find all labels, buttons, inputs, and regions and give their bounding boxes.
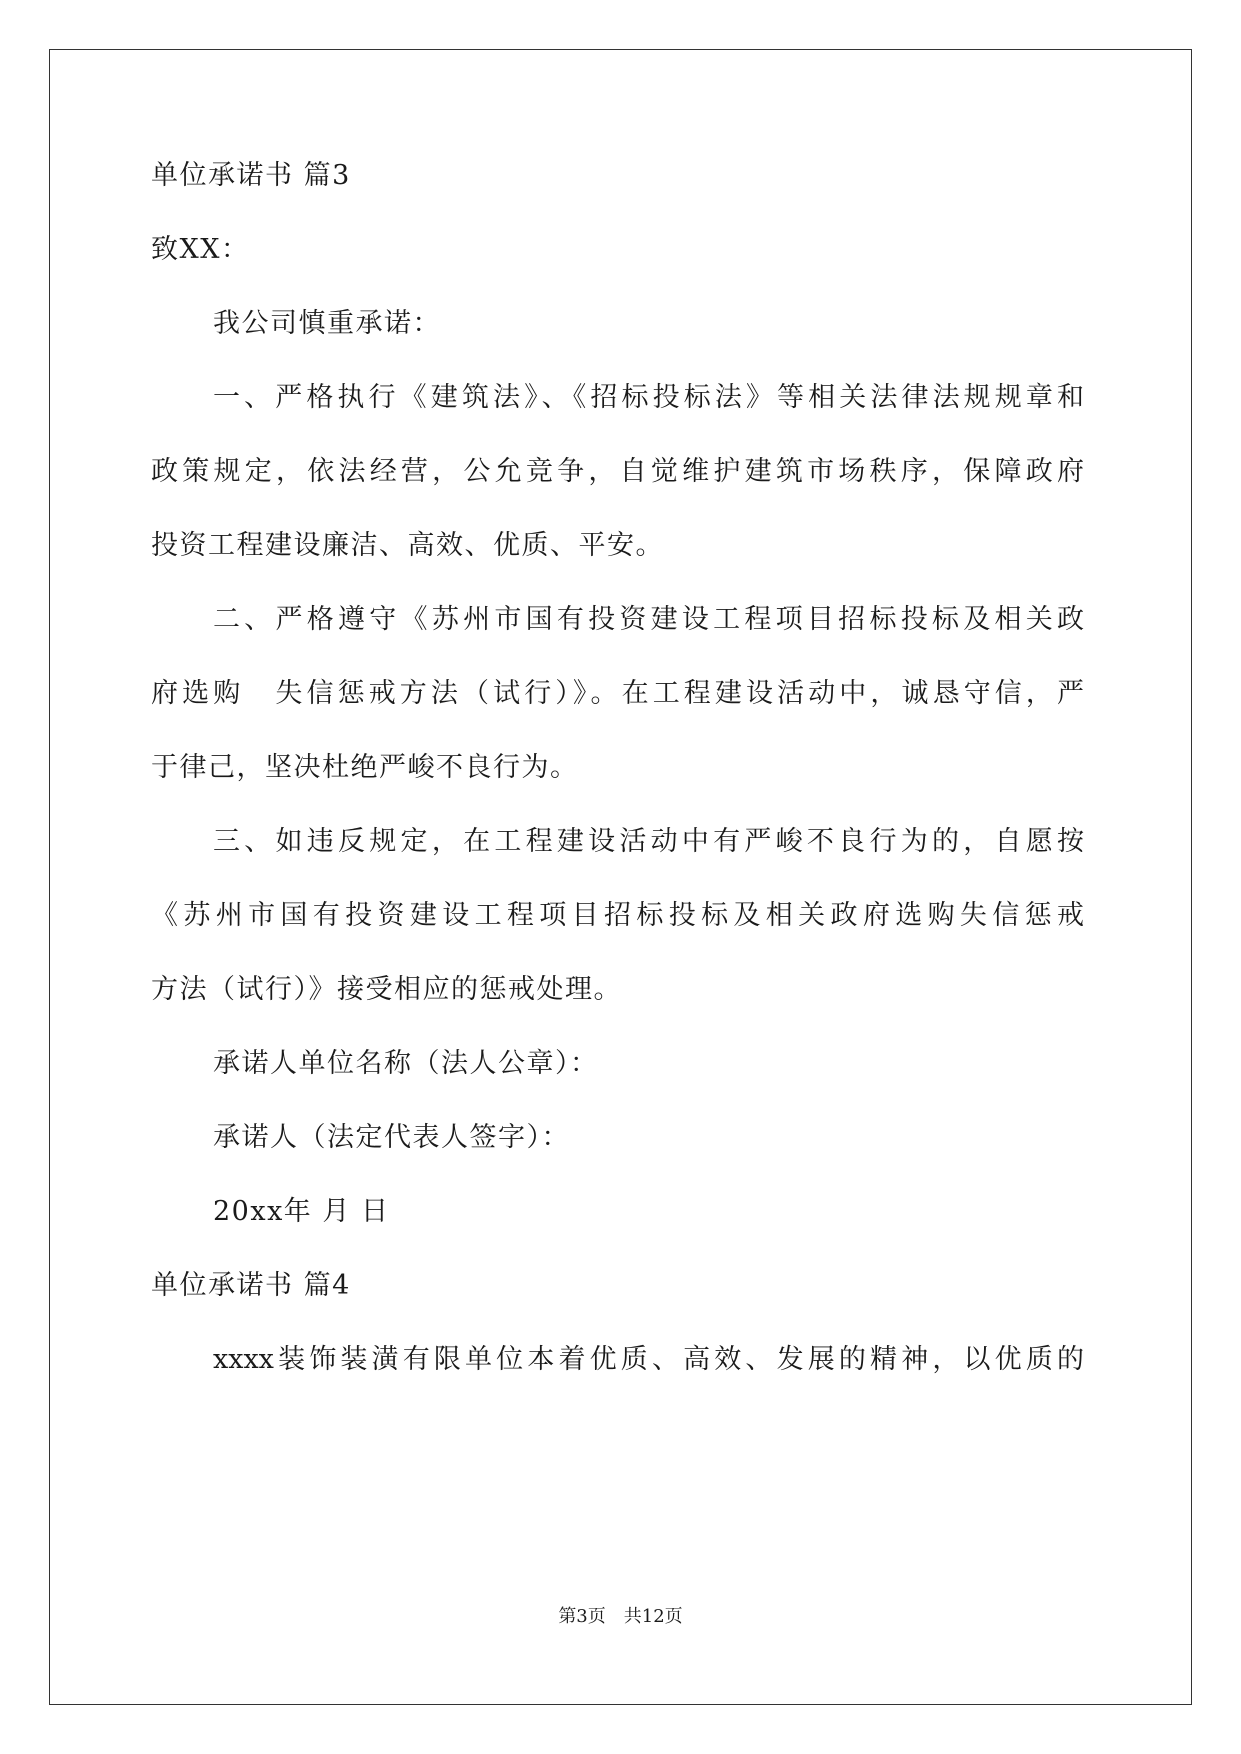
paragraph-2-line-1: 二、严格遵守《苏州市国有投资建设工程项目招标投标及相关政 xyxy=(213,604,1084,635)
paragraph-1-line-2: 政策规定，依法经营，公允竞争，自觉维护建筑市场秩序，保障政府 xyxy=(151,456,1084,487)
paragraph-intro: 我公司慎重承诺： xyxy=(213,308,441,339)
paragraph-3-line-1: 三、如违反规定，在工程建设活动中有严峻不良行为的，自愿按 xyxy=(213,826,1084,857)
signature-legal-rep: 承诺人（法定代表人签字）： xyxy=(213,1122,570,1153)
paragraph-2-line-2: 府选购 失信惩戒方法（试行）》。在工程建设活动中，诚恳守信，严 xyxy=(151,678,1084,709)
signature-company-name: 承诺人单位名称（法人公章）： xyxy=(213,1048,599,1079)
page-border xyxy=(49,49,1192,1705)
paragraph-1-line-3: 投资工程建设廉洁、高效、优质、平安。 xyxy=(151,530,664,561)
section-heading-3: 单位承诺书 篇3 xyxy=(151,160,351,191)
salutation: 致XX： xyxy=(151,234,250,265)
paragraph-4-line-1: xxxx装饰装潢有限单位本着优质、高效、发展的精神，以优质的 xyxy=(213,1344,1084,1375)
paragraph-2-line-3: 于律己，坚决杜绝严峻不良行为。 xyxy=(151,752,579,783)
signature-date: 20xx年 月 日 xyxy=(213,1196,390,1227)
paragraph-1-line-1: 一、严格执行《建筑法》、《招标投标法》等相关法律法规规章和 xyxy=(213,382,1084,413)
page-number-footer: 第3页 共12页 xyxy=(558,1606,683,1627)
paragraph-3-line-3: 方法（试行）》接受相应的惩戒处理。 xyxy=(151,974,622,1005)
section-heading-4: 单位承诺书 篇4 xyxy=(151,1270,351,1301)
paragraph-3-line-2: 《苏州市国有投资建设工程项目招标投标及相关政府选购失信惩戒 xyxy=(151,900,1084,931)
